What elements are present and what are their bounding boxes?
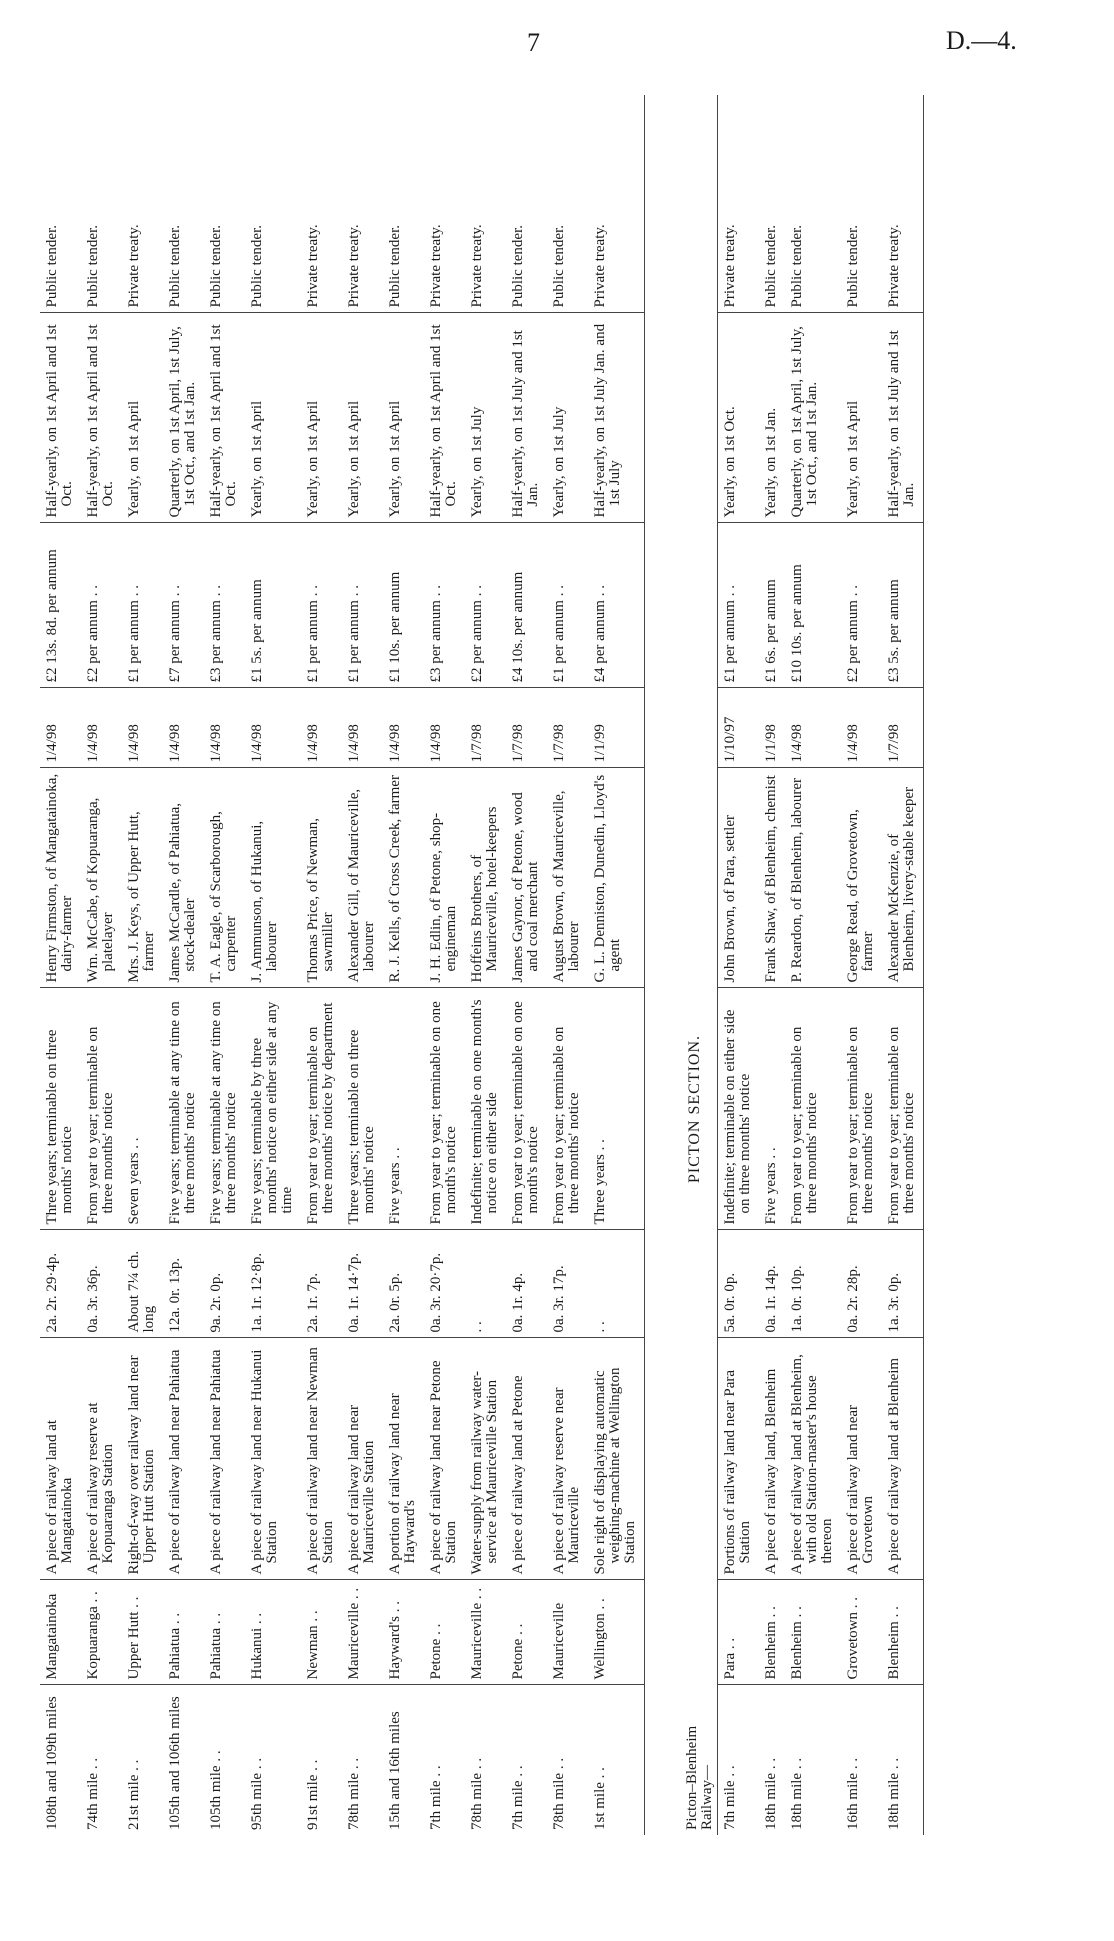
cell-lessee: G. L. Denniston, Dunedin, Lloyd's agent bbox=[588, 768, 645, 988]
cell-station: Mangatainoka bbox=[40, 1580, 81, 1685]
cell-disposal-method: Private treaty. bbox=[122, 95, 163, 313]
cell-lease-term: Indefinite; terminable on one month's notice on either side bbox=[465, 988, 506, 1230]
cell-station: Mauriceville bbox=[547, 1580, 588, 1685]
cell-disposal-method: Private treaty. bbox=[465, 95, 506, 313]
cell-rent: £1 10s. per annum bbox=[383, 523, 424, 688]
table-row bbox=[588, 95, 645, 1835]
cell-lease-term: From year to year; terminable on one month's notice bbox=[424, 988, 465, 1230]
cell-rent: £1 5s. per annum bbox=[245, 523, 301, 688]
cell-disposal-method: Private treaty. bbox=[718, 95, 760, 313]
cell-station: Hayward's . . bbox=[383, 1580, 424, 1685]
cell-area: 2a. 1r. 7p. bbox=[301, 1230, 342, 1338]
cell-payment-terms: Yearly, on 1st July bbox=[465, 313, 506, 523]
cell-lease-term: From year to year; terminable on three months' notice bbox=[841, 988, 882, 1230]
cell-mileage: 18th mile . . bbox=[763, 1757, 779, 1830]
cell-station: Hukanui . . bbox=[245, 1580, 301, 1685]
cell-lease-date: 1/4/98 bbox=[841, 688, 882, 768]
document-reference: D.—4. bbox=[946, 26, 1017, 55]
cell-station: Petone . . bbox=[506, 1580, 547, 1685]
cell-lease-date: 1/7/98 bbox=[465, 688, 506, 768]
cell-mileage: 91st mile . . bbox=[305, 1759, 321, 1830]
cell-mileage: 74th mile . . bbox=[85, 1757, 101, 1830]
cell-lease-date: 1/7/98 bbox=[506, 688, 547, 768]
cell-lease-date: 1/7/98 bbox=[547, 688, 588, 768]
cell-rent: £10 10s. per annum bbox=[785, 523, 841, 688]
cell-lease-term: From year to year; terminable on three months' notice by department bbox=[301, 988, 342, 1230]
cell-lessee: Hoffeins Brothers, of Mauriceville, hotel-keepers bbox=[465, 768, 506, 988]
table-row bbox=[547, 95, 588, 1835]
table-row bbox=[785, 95, 841, 1835]
cell-description: A piece of railway land, Blenheim bbox=[759, 1338, 785, 1580]
table-row bbox=[882, 95, 924, 1835]
cell-mileage: 1st mile . . bbox=[588, 1685, 645, 1835]
table-row bbox=[81, 95, 122, 1835]
cell-area: 9a. 2r. 0p. bbox=[204, 1230, 245, 1338]
cell-mileage: 95th mile . . bbox=[249, 1757, 265, 1830]
cell-area: About 7¼ ch. long bbox=[122, 1230, 163, 1338]
cell-area: 1a. 1r. 12·8p. bbox=[245, 1230, 301, 1338]
cell-area: 0a. 2r. 28p. bbox=[841, 1230, 882, 1338]
cell-description: A piece of railway land near Pahiatua bbox=[204, 1338, 245, 1580]
cell-lessee: Alexander Gill, of Mauriceville, labourer bbox=[342, 768, 383, 988]
cell-station: Blenheim . . bbox=[759, 1580, 785, 1685]
table-row bbox=[204, 95, 245, 1835]
cell-lessee: R. J. Kells, of Cross Creek, farmer bbox=[383, 768, 424, 988]
cell-station: Wellington . . bbox=[588, 1580, 645, 1685]
cell-description: A piece of railway land near Grovetown bbox=[841, 1338, 882, 1580]
cell-payment-terms: Quarterly, on 1st April, 1st July, 1st Oct., and 1st Jan. bbox=[163, 313, 204, 523]
cell-disposal-method: Public tender. bbox=[204, 95, 245, 313]
cell-lease-term: From year to year; terminable on three months' notice bbox=[785, 988, 841, 1230]
cell-disposal-method: Public tender. bbox=[785, 95, 841, 313]
cell-lease-date: 1/4/98 bbox=[342, 688, 383, 768]
cell-station: Blenheim . . bbox=[882, 1580, 924, 1685]
cell-disposal-method: Public tender. bbox=[245, 95, 301, 313]
cell-lease-term: Indefinite; terminable on either side on three months' notice bbox=[718, 988, 760, 1230]
cell-disposal-method: Private treaty. bbox=[588, 95, 645, 313]
cell-mileage: 21st mile . . bbox=[126, 1759, 142, 1830]
cell-description: A portion of railway land near Hayward's bbox=[383, 1338, 424, 1580]
cell-lease-term: Three years . . bbox=[588, 988, 645, 1230]
cell-description: A piece of railway land near Petone Station bbox=[424, 1338, 465, 1580]
cell-station: Pahiatua . . bbox=[163, 1580, 204, 1685]
cell-disposal-method: Private treaty. bbox=[424, 95, 465, 313]
cell-description: Right-of-way over railway land near Upper Hutt Station bbox=[122, 1338, 163, 1580]
cell-description: Portions of railway land near Para Station bbox=[718, 1338, 760, 1580]
cell-lease-date: 1/4/98 bbox=[204, 688, 245, 768]
cell-station: Upper Hutt . . bbox=[122, 1580, 163, 1685]
table-row bbox=[841, 95, 882, 1835]
cell-payment-terms: Yearly, on 1st Jan. bbox=[759, 313, 785, 523]
cell-mileage: 16th mile . . bbox=[845, 1757, 861, 1830]
cell-mileage: 105th and 106th miles bbox=[167, 1696, 183, 1830]
table-row bbox=[342, 95, 383, 1835]
cell-lease-term: Three years; terminable on three months' notice bbox=[40, 988, 81, 1230]
cell-station: Para . . bbox=[718, 1580, 760, 1685]
cell-rent: £7 per annum . . bbox=[163, 523, 204, 688]
cell-lease-term: Five years; terminable by three months' notice on either side at any time bbox=[245, 988, 301, 1230]
cell-lease-term: Five years . . bbox=[383, 988, 424, 1230]
cell-description: A piece of railway land at Petone bbox=[506, 1338, 547, 1580]
cell-disposal-method: Private treaty. bbox=[342, 95, 383, 313]
table-row bbox=[424, 95, 465, 1835]
cell-rent: £4 per annum . . bbox=[588, 523, 645, 688]
cell-lease-date: 1/4/98 bbox=[245, 688, 301, 768]
table-row bbox=[718, 95, 760, 1835]
cell-mileage: 78th mile . . bbox=[346, 1757, 362, 1830]
cell-payment-terms: Half-yearly, on 1st April and 1st Oct. bbox=[81, 313, 122, 523]
cell-rent: £3 per annum . . bbox=[204, 523, 245, 688]
cell-lessee: J. Ammunson, of Hukanui, labourer bbox=[245, 768, 301, 988]
page-number: 7 bbox=[527, 28, 540, 57]
table-row bbox=[163, 95, 204, 1835]
cell-lessee: Wm. McCabe, of Kopuaranga, platelayer bbox=[81, 768, 122, 988]
cell-area: 0a. 3r. 36p. bbox=[81, 1230, 122, 1338]
cell-payment-terms: Half-yearly, on 1st July and 1st Jan. bbox=[882, 313, 924, 523]
cell-mileage: 18th mile . . bbox=[789, 1757, 805, 1830]
cell-lessee: James McCardle, of Pahiatua, stock-dealer bbox=[163, 768, 204, 988]
table-row bbox=[122, 95, 163, 1835]
cell-area: . . bbox=[588, 1230, 645, 1338]
cell-mileage: 7th mile . . bbox=[718, 1685, 760, 1835]
cell-area: 0a. 1r. 14p. bbox=[759, 1230, 785, 1338]
cell-disposal-method: Public tender. bbox=[547, 95, 588, 313]
cell-payment-terms: Yearly, on 1st April bbox=[383, 313, 424, 523]
table-row bbox=[245, 95, 301, 1835]
cell-description: Sole right of displaying automatic weighing-machine at Wellington Station bbox=[588, 1338, 645, 1580]
cell-lessee: Thomas Price, of Newman, sawmiller bbox=[301, 768, 342, 988]
cell-disposal-method: Public tender. bbox=[81, 95, 122, 313]
cell-station: Mauriceville . . bbox=[342, 1580, 383, 1685]
cell-description: A piece of railway land near Pahiatua bbox=[163, 1338, 204, 1580]
cell-area: 1a. 3r. 0p. bbox=[882, 1230, 924, 1338]
cell-mileage: 108th and 109th miles bbox=[44, 1696, 60, 1830]
cell-lease-term: From year to year; terminable on three months' notice bbox=[81, 988, 122, 1230]
table-row bbox=[465, 95, 506, 1835]
picton-section-rows bbox=[645, 95, 924, 1835]
cell-lessee: George Read, of Grovetown, farmer bbox=[841, 768, 882, 988]
cell-rent: £3 5s. per annum bbox=[882, 523, 924, 688]
cell-mileage: 78th mile . . bbox=[551, 1757, 567, 1830]
cell-description: Water-supply from railway water-service at Mauriceville Station bbox=[465, 1338, 506, 1580]
table-row bbox=[301, 95, 342, 1835]
cell-description: A piece of railway reserve at Kopuaranga Station bbox=[81, 1338, 122, 1580]
cell-lease-term: Five years; terminable at any time on three months' notice bbox=[204, 988, 245, 1230]
cell-description: A piece of railway reserve near Mauriceville bbox=[547, 1338, 588, 1580]
cell-mileage: 7th mile . . bbox=[510, 1765, 526, 1830]
cell-lease-term: Five years . . bbox=[759, 988, 785, 1230]
cell-rent: £1 per annum . . bbox=[718, 523, 760, 688]
cell-lease-date: 1/7/98 bbox=[882, 688, 924, 768]
cell-description: A piece of railway land near Newman Station bbox=[301, 1338, 342, 1580]
cell-lease-date: 1/4/98 bbox=[383, 688, 424, 768]
section-title: PICTON SECTION. bbox=[686, 1034, 703, 1184]
cell-rent: £1 6s. per annum bbox=[759, 523, 785, 688]
cell-area: 12a. 0r. 13p. bbox=[163, 1230, 204, 1338]
cell-lease-date: 1/1/99 bbox=[588, 688, 645, 768]
cell-lease-term: From year to year; terminable on one month's notice bbox=[506, 988, 547, 1230]
cell-station: Grovetown . . bbox=[841, 1580, 882, 1685]
cell-lease-term: Three years; terminable on three months' notice bbox=[342, 988, 383, 1230]
cell-rent: £1 per annum . . bbox=[122, 523, 163, 688]
cell-area: 0a. 3r. 17p. bbox=[547, 1230, 588, 1338]
cell-lease-date: 1/4/98 bbox=[81, 688, 122, 768]
cell-lease-date: 1/4/98 bbox=[163, 688, 204, 768]
cell-lease-term: Seven years . . bbox=[122, 988, 163, 1230]
cell-lessee: T. A. Eagle, of Scarborough, carpenter bbox=[204, 768, 245, 988]
cell-rent: £1 per annum . . bbox=[547, 523, 588, 688]
cell-lessee: Alexander McKenzie, of Blenheim, livery-stable keeper bbox=[882, 768, 924, 988]
cell-area: 0a. 1r. 14·7p. bbox=[342, 1230, 383, 1338]
cell-payment-terms: Yearly, on 1st April bbox=[841, 313, 882, 523]
cell-lease-term: Five years; terminable at any time on three months' notice bbox=[163, 988, 204, 1230]
cell-area: 2a. 0r. 5p. bbox=[383, 1230, 424, 1338]
cell-rent: £1 per annum . . bbox=[342, 523, 383, 688]
table-row bbox=[383, 95, 424, 1835]
cell-rent: £4 10s. per annum bbox=[506, 523, 547, 688]
cell-description: A piece of railway land at Mangatainoka bbox=[40, 1338, 81, 1580]
rotated-lease-table bbox=[40, 75, 1040, 1835]
cell-lessee: August Brown, of Mauriceville, labourer bbox=[547, 768, 588, 988]
cell-rent: £2 per annum . . bbox=[81, 523, 122, 688]
cell-lessee: Mrs. J. Keys, of Upper Hutt, farmer bbox=[122, 768, 163, 988]
cell-disposal-method: Public tender. bbox=[841, 95, 882, 313]
cell-lessee: P. Reardon, of Blenheim, labourer bbox=[785, 768, 841, 988]
cell-mileage: 18th mile . . bbox=[882, 1685, 924, 1835]
cell-payment-terms: Half-yearly, on 1st April and 1st Oct. bbox=[40, 313, 81, 523]
cell-payment-terms: Yearly, on 1st April bbox=[342, 313, 383, 523]
wellington-section-rows bbox=[40, 95, 645, 1835]
cell-disposal-method: Public tender. bbox=[383, 95, 424, 313]
cell-payment-terms: Half-yearly, on 1st July and 1st Jan. bbox=[506, 313, 547, 523]
cell-station: Mauriceville . . bbox=[465, 1580, 506, 1685]
cell-description: A piece of railway land at Blenheim bbox=[882, 1338, 924, 1580]
cell-area: 0a. 3r. 20·7p. bbox=[424, 1230, 465, 1338]
cell-lease-date: 1/10/97 bbox=[718, 688, 760, 768]
cell-lease-date: 1/4/98 bbox=[40, 688, 81, 768]
cell-disposal-method: Public tender. bbox=[506, 95, 547, 313]
cell-rent: £2 13s. 8d. per annum bbox=[40, 523, 81, 688]
cell-lessee: James Gaynor, of Petone, wood and coal merchant bbox=[506, 768, 547, 988]
cell-mileage: 15th and 16th miles bbox=[387, 1711, 403, 1830]
cell-payment-terms: Yearly, on 1st April bbox=[301, 313, 342, 523]
cell-lease-date: 1/4/98 bbox=[122, 688, 163, 768]
cell-payment-terms: Yearly, on 1st April bbox=[245, 313, 301, 523]
cell-rent: £2 per annum . . bbox=[841, 523, 882, 688]
cell-lease-term: From year to year; terminable on three months' notice bbox=[882, 988, 924, 1230]
cell-payment-terms: Quarterly, on 1st April, 1st July, 1st Oct., and 1st Jan. bbox=[785, 313, 841, 523]
cell-station: Kopuaranga . . bbox=[81, 1580, 122, 1685]
cell-disposal-method: Public tender. bbox=[40, 95, 81, 313]
cell-lessee: John Brown, of Para, settler bbox=[718, 768, 760, 988]
cell-disposal-method: Private treaty. bbox=[882, 95, 924, 313]
cell-payment-terms: Yearly, on 1st April bbox=[122, 313, 163, 523]
cell-description: A piece of railway land near Mauriceville Station bbox=[342, 1338, 383, 1580]
table-row bbox=[759, 95, 785, 1835]
cell-lease-date: 1/1/98 bbox=[759, 688, 785, 768]
cell-lease-date: 1/4/98 bbox=[424, 688, 465, 768]
cell-payment-terms: Yearly, on 1st Oct. bbox=[718, 313, 760, 523]
cell-area: . . bbox=[465, 1230, 506, 1338]
cell-mileage: 7th mile . . bbox=[428, 1765, 444, 1830]
cell-lessee: J. H. Edlin, of Petone, shop-engineman bbox=[424, 768, 465, 988]
table-row bbox=[40, 95, 81, 1835]
cell-rent: £3 per annum . . bbox=[424, 523, 465, 688]
cell-payment-terms: Half-yearly, on 1st April and 1st Oct. bbox=[204, 313, 245, 523]
cell-payment-terms: Half-yearly, on 1st July Jan. and 1st July bbox=[588, 313, 645, 523]
cell-station: Blenheim . . bbox=[785, 1580, 841, 1685]
cell-disposal-method: Public tender. bbox=[759, 95, 785, 313]
railway-group-label: Picton–Blenheim Railway— bbox=[684, 1725, 715, 1830]
cell-area: 1a. 0r. 10p. bbox=[785, 1230, 841, 1338]
cell-payment-terms: Yearly, on 1st July bbox=[547, 313, 588, 523]
cell-station: Petone . . bbox=[424, 1580, 465, 1685]
cell-description: A piece of railway land at Blenheim, with old Station-master's house thereon bbox=[785, 1338, 841, 1580]
cell-area: 0a. 1r. 4p. bbox=[506, 1230, 547, 1338]
cell-station: Newman . . bbox=[301, 1580, 342, 1685]
cell-lessee: Frank Shaw, of Blenheim, chemist bbox=[759, 768, 785, 988]
cell-description: A piece of railway land near Hukanui Station bbox=[245, 1338, 301, 1580]
cell-disposal-method: Private treaty. bbox=[301, 95, 342, 313]
cell-payment-terms: Half-yearly, on 1st April and 1st Oct. bbox=[424, 313, 465, 523]
cell-lease-term: From year to year; terminable on three months' notice bbox=[547, 988, 588, 1230]
cell-mileage: 78th mile . . bbox=[469, 1757, 485, 1830]
cell-lease-date: 1/4/98 bbox=[785, 688, 841, 768]
lease-table bbox=[40, 95, 924, 1835]
cell-area: 2a. 2r. 29·4p. bbox=[40, 1230, 81, 1338]
cell-area: 5a. 0r. 0p. bbox=[718, 1230, 760, 1338]
cell-rent: £2 per annum . . bbox=[465, 523, 506, 688]
cell-lease-date: 1/4/98 bbox=[301, 688, 342, 768]
cell-disposal-method: Public tender. bbox=[163, 95, 204, 313]
cell-mileage: 105th mile . . bbox=[208, 1750, 224, 1830]
table-row bbox=[506, 95, 547, 1835]
cell-lessee: Henry Firmston, of Mangatainoka, dairy-farmer bbox=[40, 768, 81, 988]
cell-rent: £1 per annum . . bbox=[301, 523, 342, 688]
cell-station: Pahiatua . . bbox=[204, 1580, 245, 1685]
